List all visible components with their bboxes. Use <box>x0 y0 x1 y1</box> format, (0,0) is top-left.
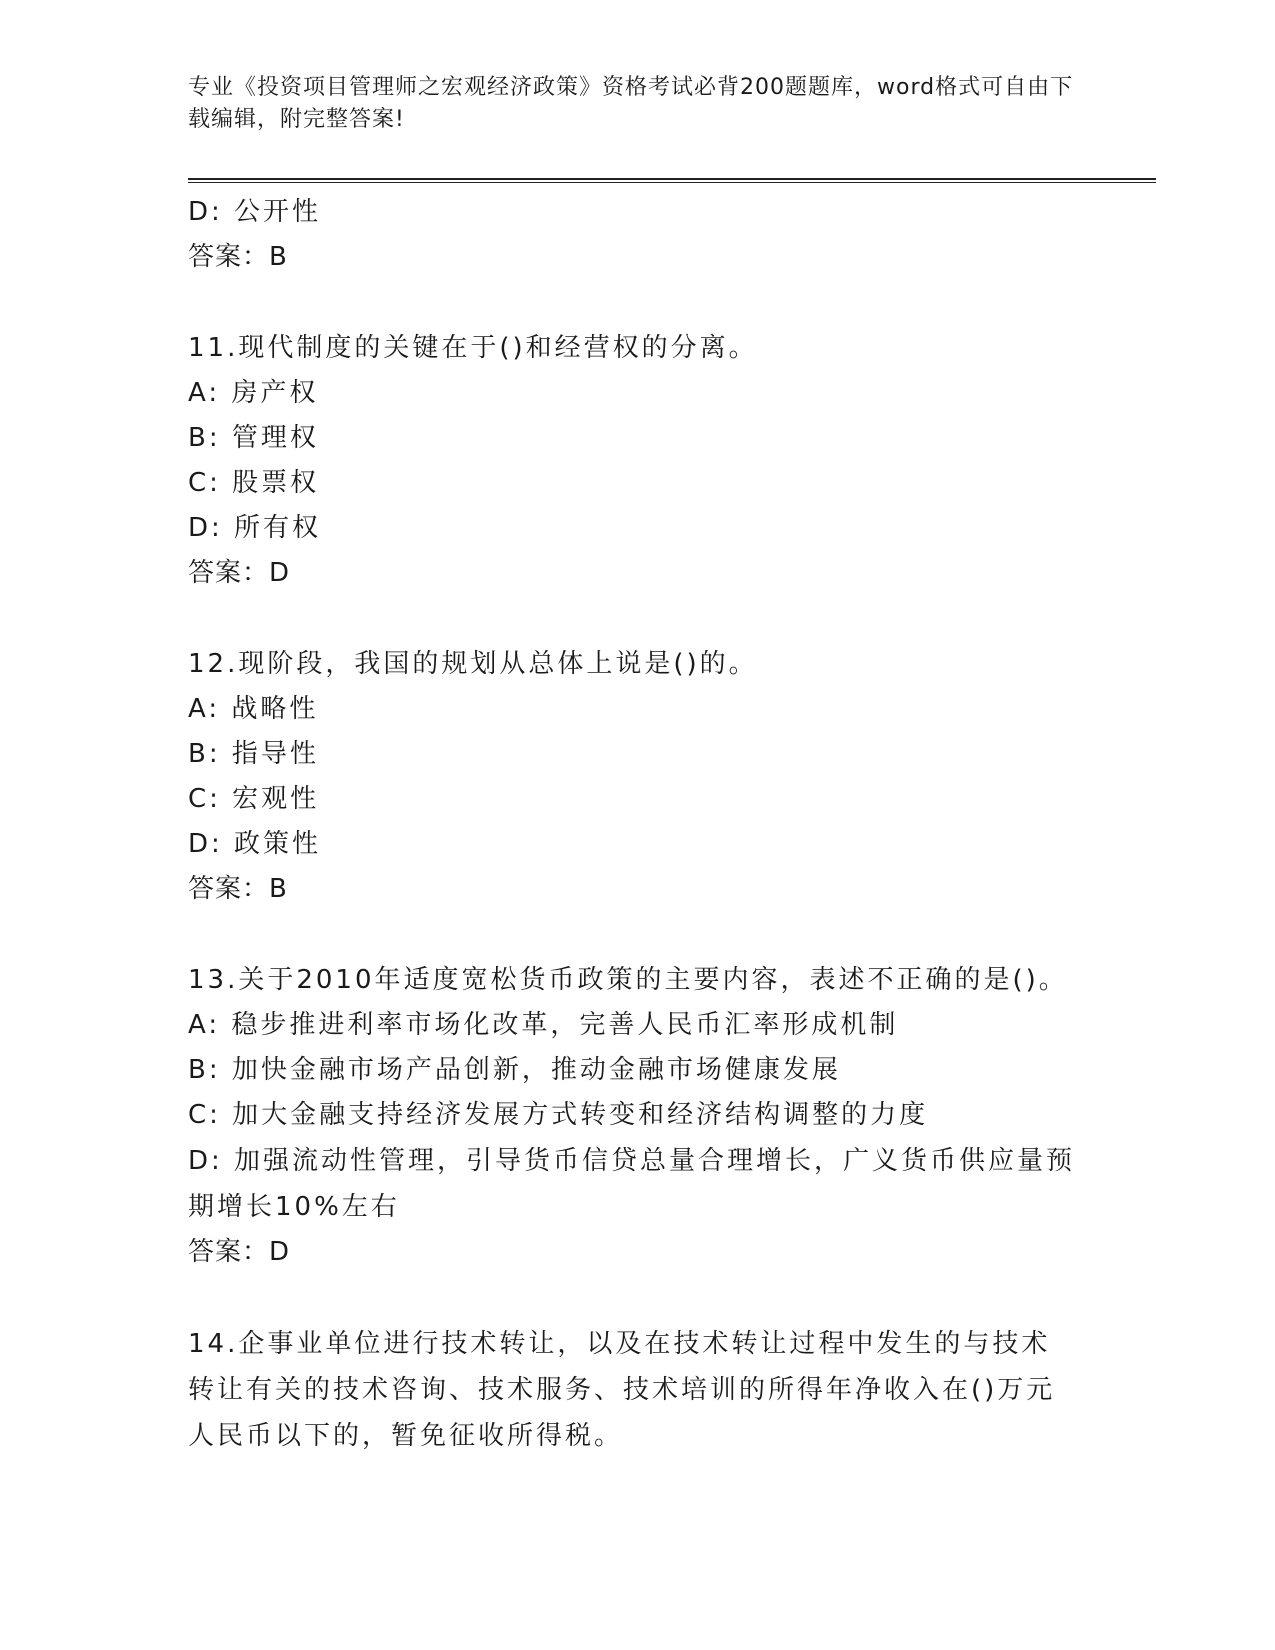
question-block-13 <box>188 958 1078 1275</box>
option-c: C: 宏观性 <box>188 784 320 814</box>
header-divider-thin <box>188 182 1156 183</box>
option-d: D: 政策性 <box>188 829 322 859</box>
option-d: D: 加强流动性管理，引导货币信贷总量合理增长，广义货币供应量预期增长10%左右 <box>188 1146 1076 1222</box>
page-header-title: 专业《投资项目管理师之宏观经济政策》资格考试必背200题题库，word格式可自由下载编辑，附完整答案! <box>188 75 1074 132</box>
option-d: D: 所有权 <box>188 513 322 543</box>
question-stem: 12.现阶段，我国的规划从总体上说是()的。 <box>188 649 758 679</box>
question-stem: 13.关于2010年适度宽松货币政策的主要内容，表述不正确的是()。 <box>188 965 1068 995</box>
option-b: B: 指导性 <box>188 739 319 769</box>
question-block-prev <box>188 190 1078 280</box>
answer-line: 答案：D <box>188 1237 291 1267</box>
option-a: A: 战略性 <box>188 694 319 724</box>
spacer <box>188 912 1078 958</box>
option-c: C: 加大金融支持经济发展方式转变和经济结构调整的力度 <box>188 1100 929 1130</box>
spacer <box>188 1275 1078 1321</box>
spacer <box>188 280 1078 326</box>
option-d: D: 公开性 <box>188 197 322 227</box>
question-block-14 <box>188 1321 1078 1459</box>
option-b: B: 加快金融市场产品创新，推动金融市场健康发展 <box>188 1055 841 1085</box>
answer-line: 答案：B <box>188 242 288 272</box>
answer-line: 答案：D <box>188 558 291 588</box>
option-a: A: 稳步推进利率市场化改革，完善人民币汇率形成机制 <box>188 1010 899 1040</box>
question-stem: 14.企事业单位进行技术转让，以及在技术转让过程中发生的与技术转让有关的技术咨询、技术服务、技术培训的所得年净收入在()万元人民币以下的，暂免征收所得税。 <box>188 1329 1056 1451</box>
question-list <box>188 190 1078 1459</box>
question-block-11 <box>188 326 1078 596</box>
option-c: C: 股票权 <box>188 468 320 498</box>
option-a: A: 房产权 <box>188 378 319 408</box>
spacer <box>188 596 1078 642</box>
option-b: B: 管理权 <box>188 423 319 453</box>
answer-line: 答案：B <box>188 874 288 904</box>
question-stem: 11.现代制度的关键在于()和经营权的分离。 <box>188 333 758 363</box>
question-block-12 <box>188 642 1078 912</box>
header-divider <box>188 178 1156 180</box>
